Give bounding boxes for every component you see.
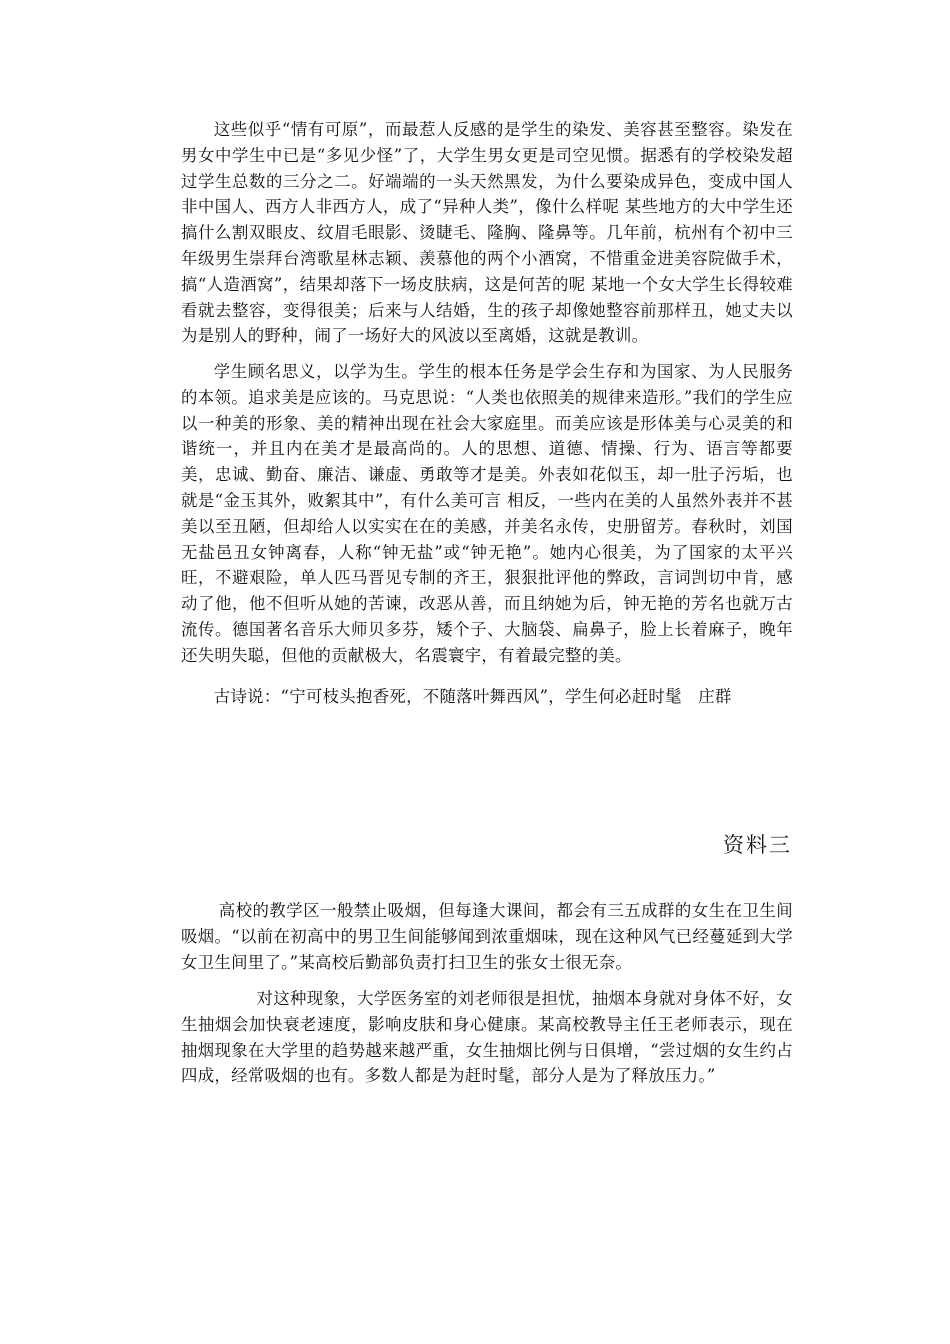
author-name: 庄群 (698, 687, 732, 706)
paragraph-ancient-poem (181, 684, 793, 710)
paragraph-inner-beauty: 学生顾名思义，以学为生。学生的根本任务是学会生存和为国家、为人民服务的本领。追求美是应该的。马克思说：“人类也依照美的规律来造形。”我们的学生应以一种美的形象、美的精神出现在社会大家庭里。而美应该是形体美与心灵美的和谐统一，并且内在美才是最高尚的。人的思想、道德、情操、行为、语言等都要美，忠诚、勤奋、廉洁、谦虚、勇敢等才是美。外表如花似玉，却一肚子污垢，也就是“金玉其外，败絮其中”，有什么美可言 相反，一些内在美的人虽然外表并不甚美以至丑陋，但却给人以实实在在的美感，并美名永传，史册留芳。春秋时，刘国无盐邑丑女钟离春，人称“钟无盐”或“钟无艳”。她内心很美，为了国家的太平兴旺，不避艰险，单人匹马晋见专制的齐王，狠狠批评他的弊政，言词剀切中肯，感动了他，他不但听从她的苦谏，改恶从善，而且纳她为后，钟无艳的芳名也就万古流传。德国著名音乐大师贝多芬，矮个子、大脑袋、扁鼻子，脸上长着麻子，晚年还失明失聪，但他的贡献极大，名震寰宇，有着最完整的美。 (181, 362, 793, 665)
paragraph-teacher-concern: 对这种现象，大学医务室的刘老师很是担忧，抽烟本身就对身体不好，女生抽烟会加快衰老速度，影响皮肤和身心健康。某高校教导主任王老师表示，现在抽烟现象在大学里的趋势越来越严重，女生抽烟比例与日俱增，“尝过烟的女生约占四成，经常吸烟的也有。多数人都是为赶时髦，部分人是为了释放压力。” (181, 989, 793, 1086)
paragraph-campus-smoking: 高校的教学区一般禁止吸烟，但每逢大课间，都会有三五成群的女生在卫生间吸烟。“以前在初高中的男卫生间能够闻到浓重烟味，现在这种风气已经蔓延到大学女卫生间里了。”某高校后勤部负责打扫卫生的张女士很无奈。 (181, 901, 793, 972)
poem-quote-text: 古诗说：“宁可枝头抱香死，不随落叶舞西风”，学生何必赶时髦 (213, 687, 682, 706)
section-heading: 资料三 (723, 833, 792, 857)
paragraph-dyeing-hair: 这些似乎“情有可原”，而最惹人反感的是学生的染发、美容甚至整容。染发在男女中学生中已是“多见少怪”了，大学生男女更是司空见惯。据悉有的学校染发超过学生总数的三分之二。好端端的一头天然黑发，为什么要染成异色，变成中国人非中国人、西方人非西方人，成了“异种人类”，像什么样呢 某些地方的大中学生还搞什么割双眼皮、纹眉毛眼影、烫睫毛、隆胸、隆鼻等。几年前，杭州有个初中三年级男生崇拜台湾歌星林志颖、羡慕他的两个小酒窝，不惜重金进美容院做手术，搞“人造酒窝”，结果却落下一场皮肤病，这是何苦的呢 某地一个女大学生长得较难看就去整容，变得很美；后来与人结婚，生的孩子却像她整容前那样丑，她丈夫以为是别人的野种，闹了一场好大的风波以至离婚，这就是教训。 (181, 120, 793, 346)
